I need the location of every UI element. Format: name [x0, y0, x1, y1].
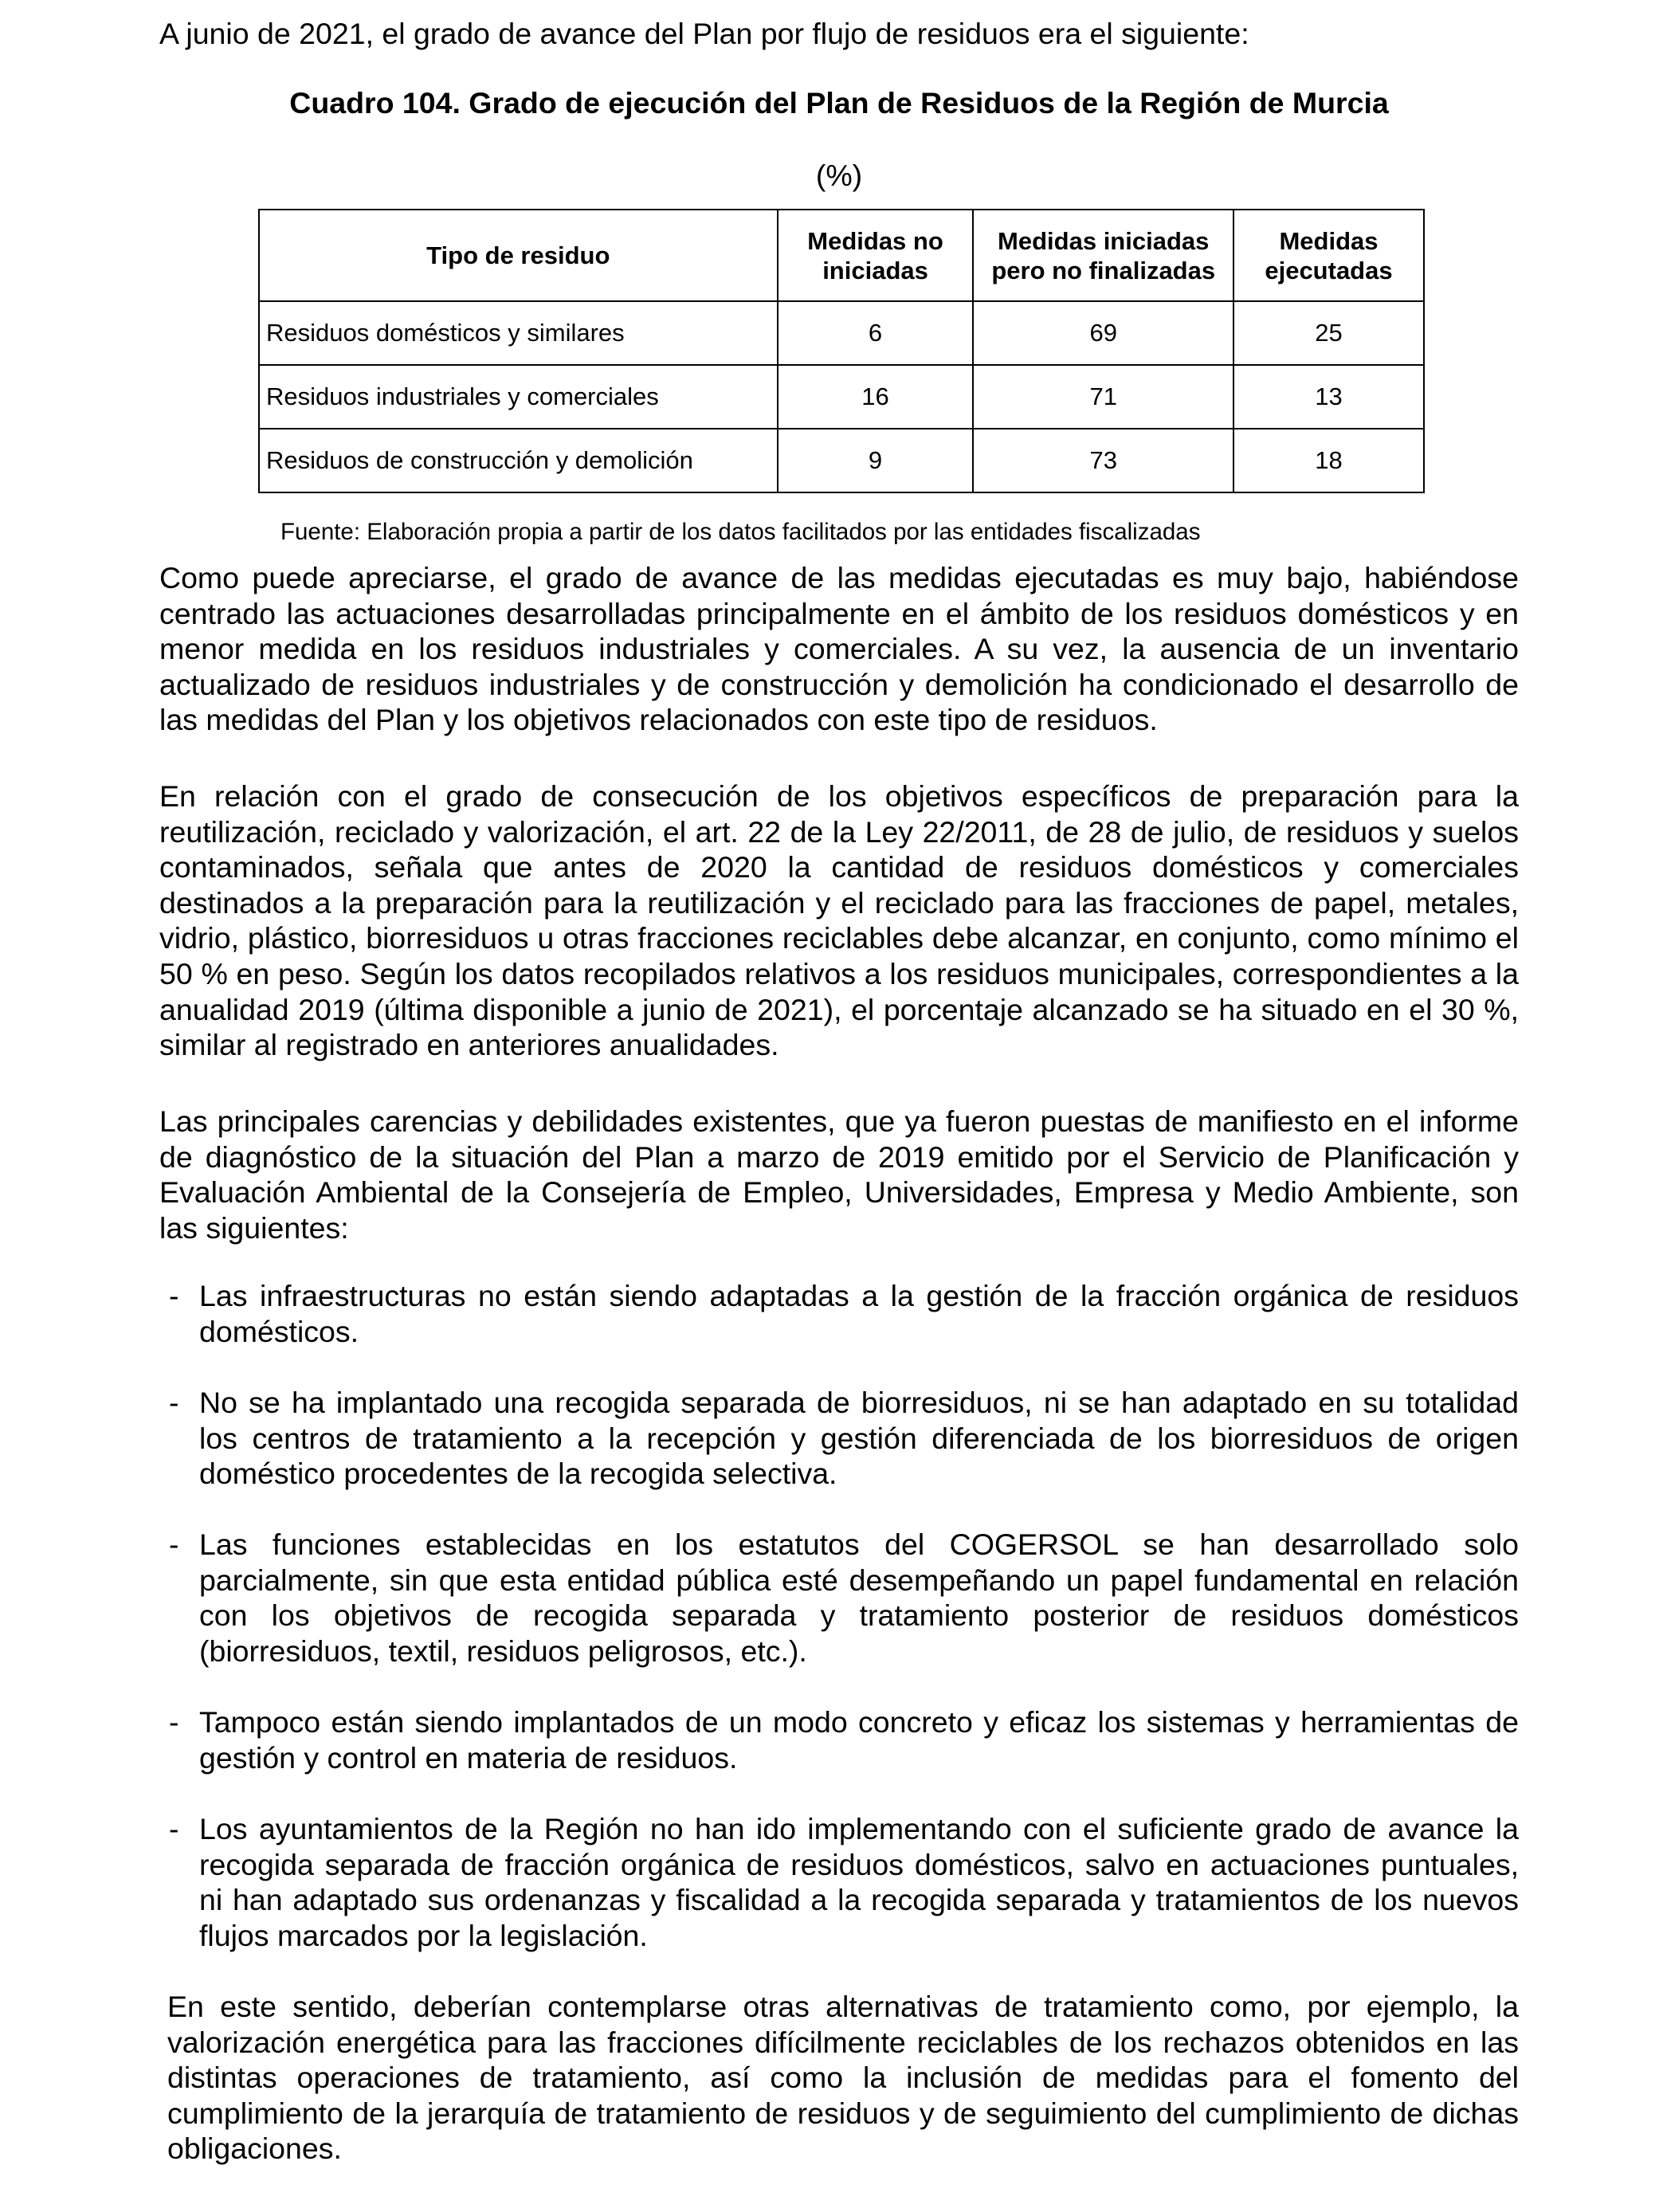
- bullet-dash: -: [169, 1812, 179, 1845]
- cell-started-not-finished: 73: [973, 429, 1233, 492]
- cell-executed: 25: [1233, 301, 1424, 365]
- closing-paragraph: En este sentido, deberían contemplarse otras alternativas de tratamiento como, por ejemplo, la valorización energética para las fracciones difícilmente reciclables de los rechazos obtenidos en las distintas operaciones de tratamiento, así como la inclusión de medidas para el fomento del cumplimiento de la jerarquía de tratamiento de residuos y de seguimiento del cumplimiento de dichas obligaciones.: [167, 1990, 1519, 2166]
- intro-text: A junio de 2021, el grado de avance del Plan por flujo de residuos era el siguiente:: [159, 17, 1249, 50]
- list-item-text: Los ayuntamientos de la Región no han ido implementando con el suficiente grado de avance la recogida separada de fracción orgánica de residuos domésticos, salvo en actuaciones puntuales, ni han adaptado sus ordenanzas y fiscalidad a la recogida separada y tratamientos de los nuevos flujos marcados por la legislación.: [199, 1812, 1519, 1952]
- table-row: [259, 301, 1424, 365]
- bullet-dash: -: [169, 1279, 179, 1312]
- bullet-dash: -: [169, 1386, 179, 1419]
- cell-executed: 13: [1233, 365, 1424, 429]
- table-caption: Cuadro 104. Grado de ejecución del Plan de Residuos de la Región de Murcia: [289, 86, 1389, 120]
- paragraph: Las principales carencias y debilidades existentes, que ya fueron puestas de manifiesto en el informe de diagnóstico de la situación del Plan a marzo de 2019 emitido por el Servicio de Planificación y Evaluación Ambiental de la Consejería de Empleo, Universidades, Empresa y Medio Ambiente, son las siguientes:: [159, 1104, 1519, 1245]
- list-item: [169, 1704, 1519, 1775]
- cell-started-not-finished: 69: [973, 301, 1233, 365]
- progress-table: [258, 209, 1425, 493]
- row-label: Residuos de construcción y demolición: [259, 429, 778, 492]
- list-item-text: Las infraestructuras no están siendo adaptadas a la gestión de la fracción orgánica de residuos domésticos.: [199, 1279, 1519, 1348]
- list-item: [169, 1527, 1519, 1669]
- cell-started-not-finished: 71: [973, 365, 1233, 429]
- table-unit: (%): [815, 159, 863, 192]
- cell-not-started: 6: [778, 301, 974, 365]
- header-executed: Medidas ejecutadas: [1233, 210, 1424, 301]
- row-label: Residuos domésticos y similares: [259, 301, 778, 365]
- table-header-row: [259, 210, 1424, 301]
- table-source: Fuente: Elaboración propia a partir de los datos facilitados por las entidades fiscalizadas: [280, 519, 1201, 545]
- cell-not-started: 9: [778, 429, 974, 492]
- bullet-dash: -: [169, 1705, 179, 1739]
- list-item: [169, 1278, 1519, 1349]
- header-started-not-finished: Medidas iniciadas pero no finalizadas: [973, 210, 1233, 301]
- paragraph: Como puede apreciarse, el grado de avance de las medidas ejecutadas es muy bajo, habiéndose centrado las actuaciones desarrolladas principalmente en el ámbito de los residuos domésticos y en menor medida en los residuos industriales y comerciales. A su vez, la ausencia de un inventario actualizado de residuos industriales y de construcción y demolición ha condicionado el desarrollo de las medidas del Plan y los objetivos relacionados con este tipo de residuos.: [159, 561, 1519, 737]
- header-waste-type: Tipo de residuo: [259, 210, 778, 301]
- header-not-started: Medidas no iniciadas: [778, 210, 974, 301]
- list-item: [169, 1385, 1519, 1492]
- cell-not-started: 16: [778, 365, 974, 429]
- list-item-text: Tampoco están siendo implantados de un modo concreto y eficaz los sistemas y herramientas de gestión y control en materia de residuos.: [199, 1705, 1519, 1775]
- list-item: [169, 1811, 1519, 1953]
- row-label: Residuos industriales y comerciales: [259, 365, 778, 429]
- list-item-text: No se ha implantado una recogida separada de biorresiduos, ni se han adaptado en su totalidad los centros de tratamiento a la recepción y gestión diferenciada de los biorresiduos de origen doméstico procedentes de la recogida selectiva.: [199, 1386, 1519, 1491]
- table-row: [259, 365, 1424, 429]
- list-item-text: Las funciones establecidas en los estatutos del COGERSOL se han desarrollado solo parcialmente, sin que esta entidad pública esté desempeñando un papel fundamental en relación con los objetivos de recogida separada y tratamiento posterior de residuos domésticos (biorresiduos, textil, residuos peligrosos, etc.).: [199, 1528, 1519, 1668]
- bullet-dash: -: [169, 1528, 179, 1561]
- cell-executed: 18: [1233, 429, 1424, 492]
- paragraph: En relación con el grado de consecución de los objetivos específicos de preparación para la reutilización, reciclado y valorización, el art. 22 de la Ley 22/2011, de 28 de julio, de residuos y suelos contaminados, señala que antes de 2020 la cantidad de residuos domésticos y comerciales destinados a la preparación para la reutilización y el reciclado para las fracciones de papel, metales, vidrio, plástico, biorresiduos u otras fracciones reciclables debe alcanzar, en conjunto, como mínimo el 50 % en peso. Según los datos recopilados relativos a los residuos municipales, correspondientes a la anualidad 2019 (última disponible a junio de 2021), el porcentaje alcanzado se ha situado en el 30 %, similar al registrado en anteriores anualidades.: [159, 779, 1519, 1062]
- table-row: [259, 429, 1424, 492]
